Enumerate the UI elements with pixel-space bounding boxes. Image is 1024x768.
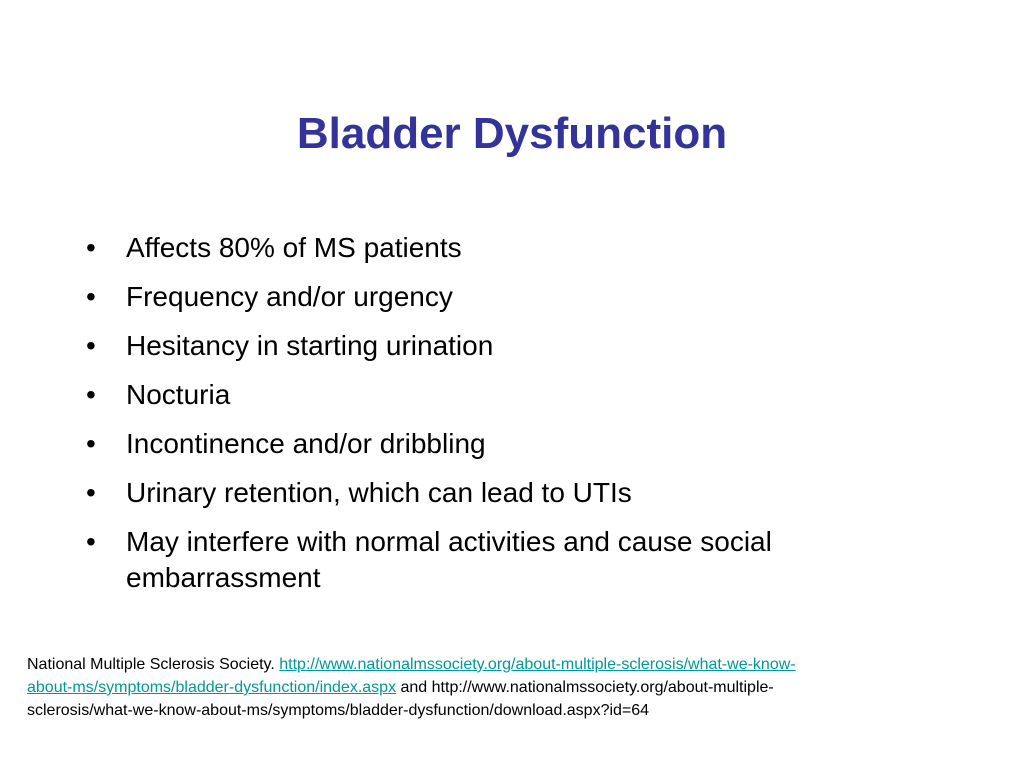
bullet-text: Frequency and/or urgency [126, 281, 453, 312]
slide-title: Bladder Dysfunction [296, 109, 728, 158]
second-source-url: http://www.nationalmssociety.org/about-multiple-sclerosis/what-we-know-about-ms/symptoms/bladder-dysfunction/download.aspx?id=64 [27, 679, 774, 719]
bullet-item [86, 475, 946, 511]
source-citation [27, 653, 807, 722]
bullet-text: Affects 80% of MS patients [126, 232, 462, 263]
bullet-text: Urinary retention, which can lead to UTIs [126, 477, 632, 508]
bullet-item [86, 230, 946, 266]
bullet-item [86, 328, 946, 364]
bullet-dot-icon: • [86, 281, 96, 312]
bullet-item [86, 279, 946, 315]
bullet-item [86, 377, 946, 413]
bullet-text: May interfere with normal activities and cause social embarrassment [126, 526, 772, 593]
source-link[interactable]: http://www.nationalmssociety.org/about-multiple-sclerosis/what-we-know-about-ms/symptoms/bladder-dysfunction/index.aspx [27, 656, 796, 696]
bullet-text: Incontinence and/or dribbling [126, 428, 486, 459]
bullet-item [86, 426, 946, 462]
citation-conjunction: and [396, 679, 432, 696]
bullet-list [86, 230, 946, 609]
bullet-text: Nocturia [126, 379, 231, 410]
bullet-dot-icon: • [86, 526, 96, 557]
bullet-dot-icon: • [86, 330, 96, 361]
bullet-item [86, 524, 946, 596]
bullet-dot-icon: • [86, 428, 96, 459]
bullet-dot-icon: • [86, 379, 96, 410]
bullet-dot-icon: • [86, 477, 96, 508]
source-text: National Multiple Sclerosis Society. [27, 656, 280, 673]
bullet-dot-icon: • [86, 232, 96, 263]
bullet-text: Hesitancy in starting urination [126, 330, 494, 361]
